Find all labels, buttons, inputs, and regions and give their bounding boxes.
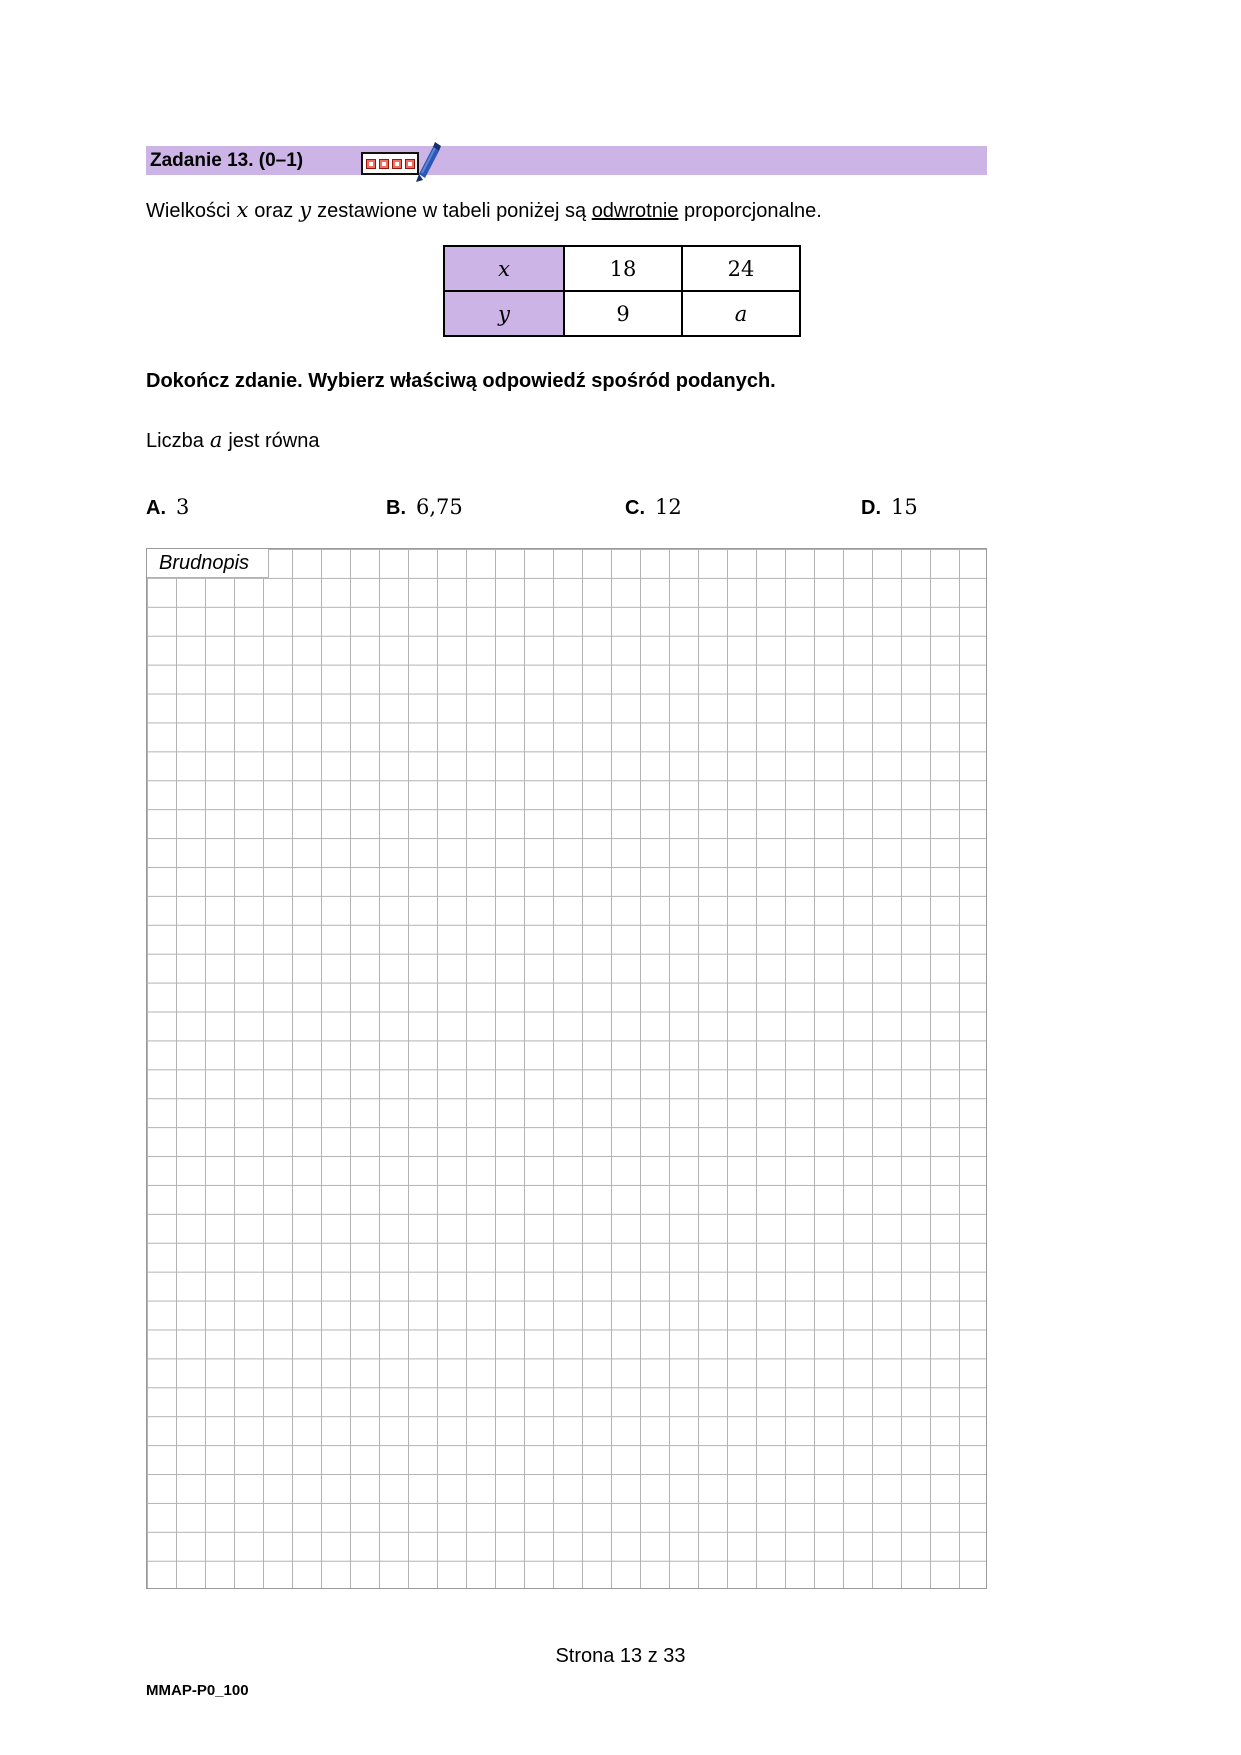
intro-text-part: zestawione w tabeli poniżej są	[317, 200, 587, 222]
variable-y: y	[299, 198, 312, 222]
answer-option-d	[861, 495, 918, 520]
task-intro-text	[146, 197, 987, 224]
answer-letter: A.	[146, 497, 166, 519]
document-code: MMAP-P0_100	[146, 1682, 249, 1699]
table-row	[444, 246, 800, 291]
answer-letter: C.	[625, 497, 645, 519]
task-header-bar	[146, 146, 987, 175]
variable-a: a	[209, 428, 223, 452]
task-title: Zadanie 13. (0–1)	[150, 150, 304, 171]
underlined-word: odwrotnie	[591, 200, 679, 222]
task-header-icons	[361, 140, 442, 182]
card-square-icon	[392, 159, 402, 169]
intro-text-part: proporcjonalne.	[683, 200, 822, 222]
answer-card-icon	[361, 152, 419, 175]
answer-options	[146, 495, 1046, 525]
answer-option-a	[146, 495, 189, 520]
answer-option-c	[625, 495, 682, 520]
table-cell-a: a	[682, 291, 800, 336]
scratchpad-grid	[146, 548, 987, 1589]
row-header-x: x	[444, 246, 564, 291]
task-instruction: Dokończ zdanie. Wybierz właściwą odpowiedź spośród podanych.	[146, 370, 776, 392]
pen-icon	[412, 140, 442, 182]
row-header-y: y	[444, 291, 564, 336]
card-square-icon	[366, 159, 376, 169]
proportion-table	[443, 245, 801, 337]
answer-value: 15	[891, 495, 918, 519]
table-cell: 18	[564, 246, 682, 291]
table-row	[444, 291, 800, 336]
answer-letter: D.	[861, 497, 881, 519]
question-line	[146, 428, 987, 453]
answer-value: 12	[655, 495, 682, 519]
intro-text-part: oraz	[254, 200, 294, 222]
table-cell: 24	[682, 246, 800, 291]
answer-value: 6,75	[416, 495, 463, 519]
scratchpad-label: Brudnopis	[147, 549, 269, 578]
card-square-icon	[379, 159, 389, 169]
variable-x: x	[236, 198, 249, 222]
answer-letter: B.	[386, 497, 406, 519]
page-number: Strona 13 z 33	[555, 1645, 686, 1667]
table-cell: 9	[564, 291, 682, 336]
question-text-part: jest równa	[228, 430, 320, 452]
answer-option-b	[386, 495, 463, 520]
answer-value: 3	[176, 495, 190, 519]
question-text-part: Liczba	[146, 430, 204, 452]
intro-text-part: Wielkości	[146, 200, 231, 222]
